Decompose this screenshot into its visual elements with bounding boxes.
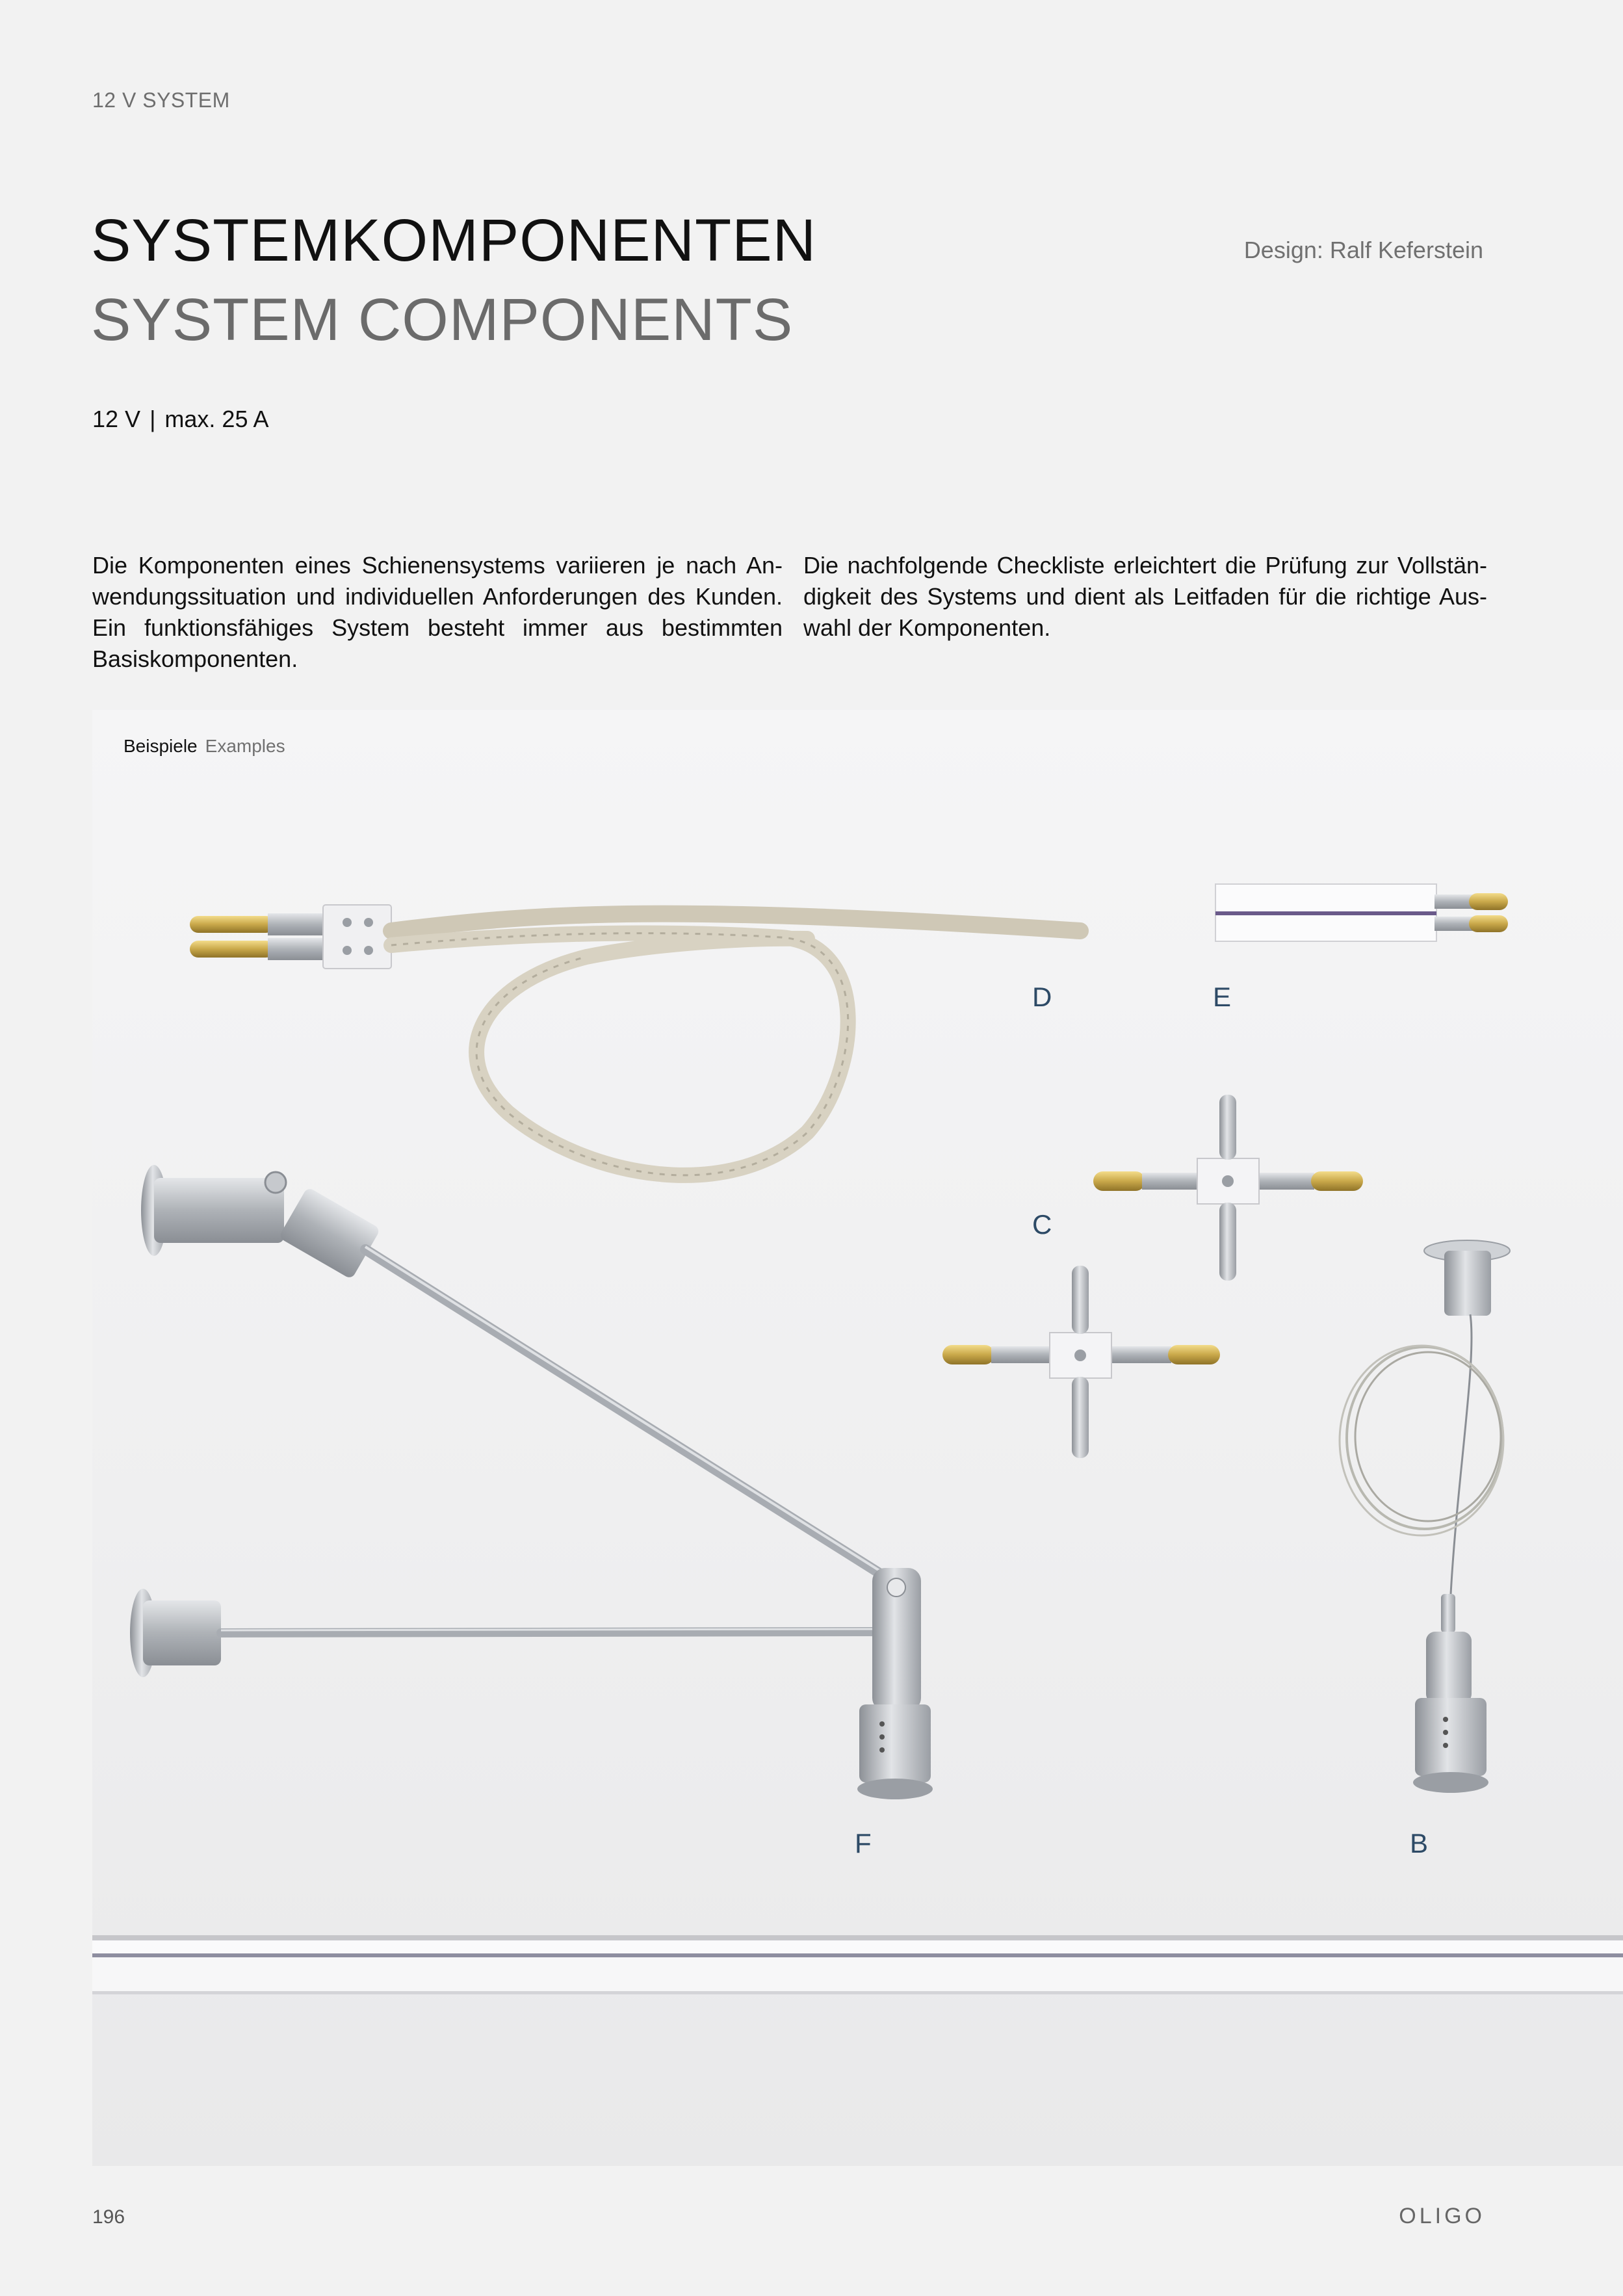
page-title-german: SYSTEMKOMPONENTEN [91, 207, 817, 274]
page-title-english: SYSTEM COMPONENTS [91, 287, 794, 353]
label-d: D [1032, 982, 1052, 1012]
label-c: C [1032, 1209, 1052, 1240]
component-rail [92, 1935, 1623, 1994]
caption-german: Beispiele [123, 736, 198, 756]
designer-credit: Design: Ralf Keferstein [1243, 237, 1483, 263]
section-label: 12 V SYSTEM [92, 88, 230, 112]
product-photo [92, 710, 1623, 2166]
label-f: F [855, 1828, 872, 1859]
system-specs [92, 406, 269, 433]
figure-caption [123, 736, 285, 757]
component-b-ceiling-suspension [1340, 1240, 1510, 1793]
caption-english: Examples [205, 736, 285, 756]
intro-text-right: Die nachfolgende Checkliste erleichtert die Prüfung zur Vollständigkeit des Systems und dient als Leitfaden für die richtige Auswahl der Komponenten. [803, 552, 1487, 641]
brand-logo: OLIGO [1399, 2204, 1485, 2228]
current-spec: max. 25 A [164, 406, 269, 432]
label-b: B [1410, 1828, 1429, 1859]
intro-text-left: Die Komponenten eines Schienensystems variieren je nach Anwendungssituation und individuellen Anforderungen des Kunden. Ein funktionsfähiges System besteht immer aus bestimmten Basiskomponenten. [92, 552, 783, 672]
page-number: 196 [92, 2206, 125, 2228]
component-f-wall-bracket [130, 1165, 933, 1799]
label-e: E [1213, 982, 1232, 1012]
component-e-rail-feed [1215, 884, 1508, 941]
spec-separator: | [149, 406, 156, 432]
component-c-cross-connector-lower [942, 1266, 1220, 1458]
component-c-cross-connector-upper [1093, 1095, 1363, 1281]
components-illustration [92, 710, 1623, 2166]
component-d-flexible-connector [190, 905, 1080, 1175]
voltage-spec: 12 V [92, 406, 141, 432]
